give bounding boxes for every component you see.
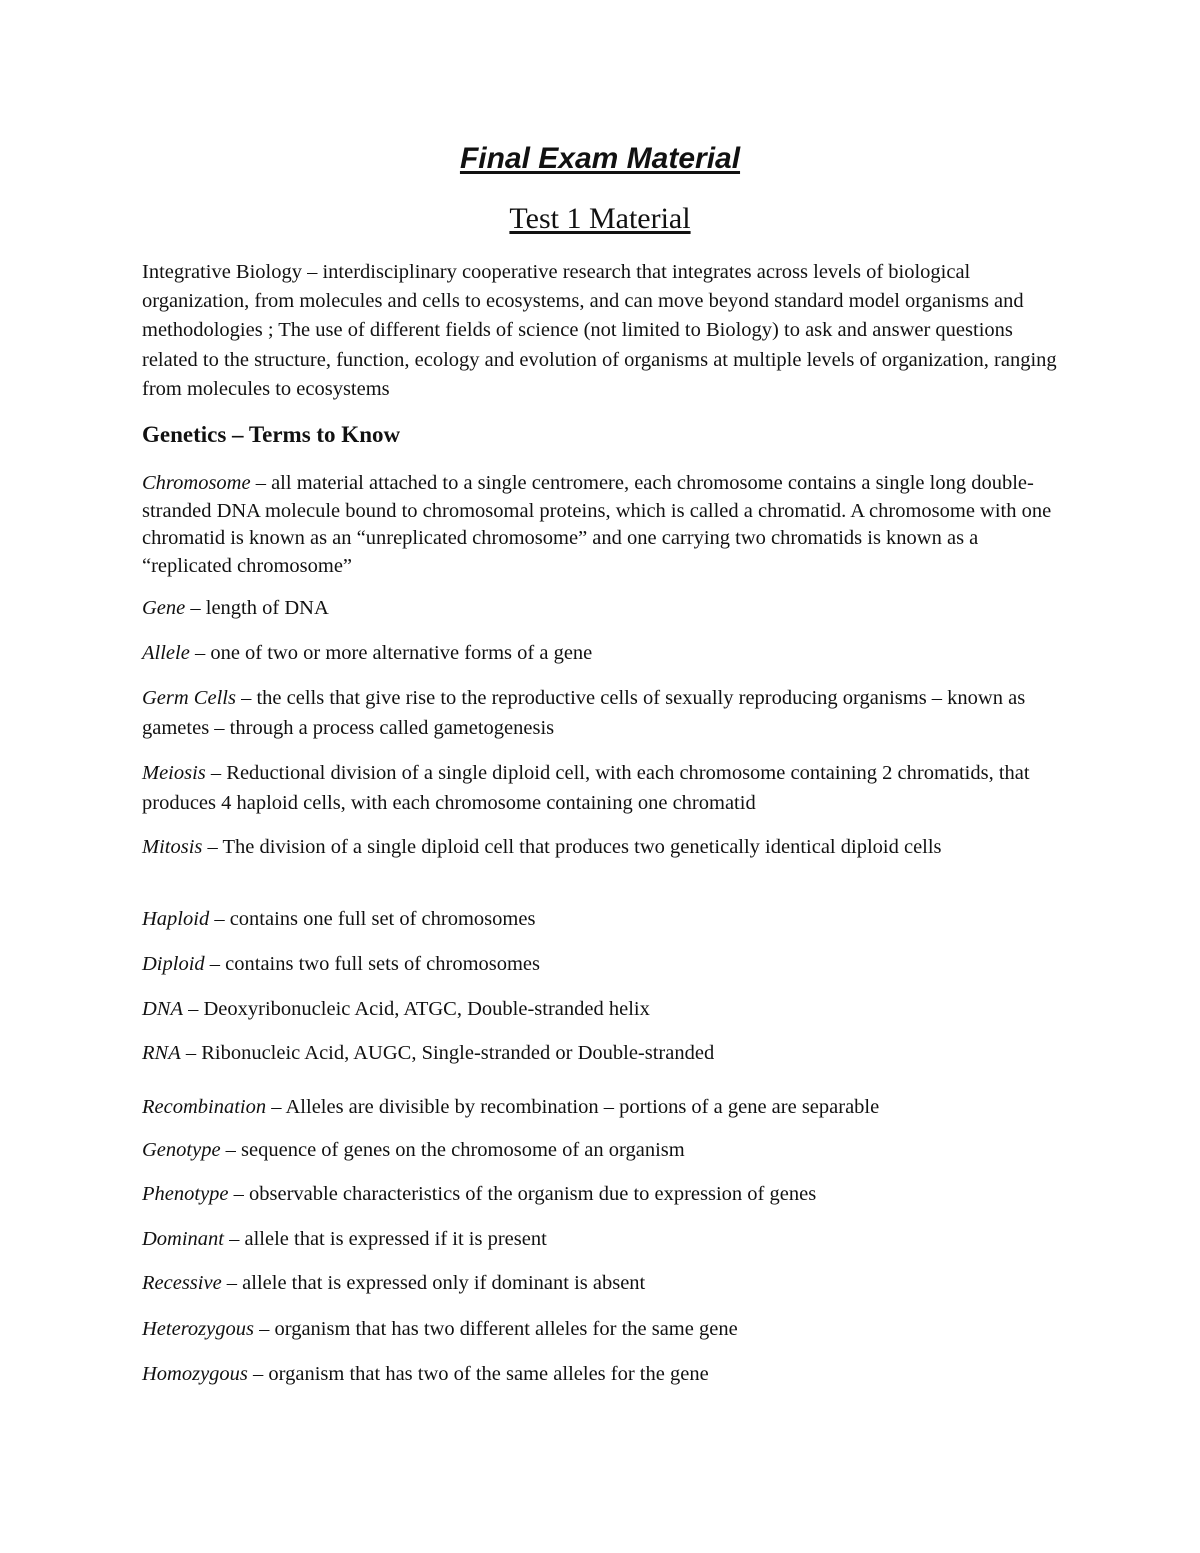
term-heterozygous: [142, 1316, 1062, 1344]
genetics-subheading: Genetics – Terms to Know: [142, 422, 401, 447]
term-definition: – the cells that give rise to the reproductive cells of sexually reproducing organisms – known as gametes – through a process called gametogenesis: [142, 687, 1026, 739]
term-definition: – contains two full sets of chromosomes: [204, 953, 541, 975]
section-title: Test 1 Material: [509, 202, 691, 235]
term-diploid: [142, 951, 1062, 979]
intro-paragraph: Integrative Biology – interdisciplinary cooperative research that integrates across levels of biological organization, from molecules and cells to ecosystems, and can move beyond standard model organisms and methodologies ; The use of different fields of science (not limited to Biology) to ask and answer questions related to the structure, function, ecology and evolution of organisms at multiple levels of organization, ranging from molecules to ecosystems: [142, 261, 1057, 400]
document-title: Final Exam Material: [459, 142, 741, 175]
term-name: Diploid: [142, 953, 205, 975]
term-name: Genotype: [142, 1139, 221, 1161]
term-recombination: [142, 1094, 1062, 1122]
term-name: Recessive: [142, 1272, 222, 1294]
term-definition: – allele that is expressed only if dominant is absent: [221, 1272, 646, 1294]
term-allele: [142, 640, 1062, 668]
term-chromosome: [142, 470, 1062, 580]
term-definition: – allele that is expressed if it is present: [224, 1228, 547, 1250]
term-name: Allele: [142, 642, 190, 664]
term-phenotype: [142, 1181, 1062, 1209]
term-name: Recombination: [142, 1096, 267, 1118]
term-name: Mitosis: [142, 836, 203, 858]
term-definition: – observable characteristics of the organism due to expression of genes: [228, 1183, 817, 1205]
term-mitosis: [142, 832, 1062, 862]
term-recessive: [142, 1270, 1062, 1298]
term-definition: – all material attached to a single centromere, each chromosome contains a single long double-stranded DNA molecule bound to chromosomal proteins, which is called a chromatid. A chromosome with one chromatid is known as an “unreplicated chromosome” and one carrying two chromatids is known as a “replicated chromosome”: [142, 472, 1052, 577]
term-gene: [142, 595, 1062, 623]
term-definition: – organism that has two of the same alleles for the gene: [247, 1363, 709, 1385]
term-definition: – organism that has two different alleles for the same gene: [253, 1318, 738, 1340]
term-dna: [142, 996, 1062, 1024]
term-name: Phenotype: [142, 1183, 229, 1205]
term-name: Dominant: [142, 1228, 224, 1250]
term-name: Meiosis: [142, 762, 206, 784]
term-name: RNA: [142, 1042, 181, 1064]
term-name: DNA: [142, 998, 183, 1020]
term-name: Germ Cells: [142, 687, 236, 709]
term-dominant: [142, 1226, 1062, 1254]
term-germ-cells: [142, 683, 1062, 743]
term-name: Haploid: [142, 908, 210, 930]
term-definition: – The division of a single diploid cell that produces two genetically identical diploid cells: [202, 836, 942, 858]
term-definition: – length of DNA: [185, 597, 329, 619]
term-definition: – Alleles are divisible by recombination – portions of a gene are separable: [266, 1096, 880, 1118]
term-name: Heterozygous: [142, 1318, 254, 1340]
term-definition: – sequence of genes on the chromosome of an organism: [220, 1139, 685, 1161]
term-haploid: [142, 906, 1062, 934]
term-definition: – Ribonucleic Acid, AUGC, Single-stranded or Double-stranded: [180, 1042, 715, 1064]
term-definition: – one of two or more alternative forms of a gene: [189, 642, 593, 664]
term-name: Homozygous: [142, 1363, 248, 1385]
term-definition: – Deoxyribonucleic Acid, ATGC, Double-stranded helix: [183, 998, 650, 1020]
term-definition: – contains one full set of chromosomes: [209, 908, 536, 930]
term-rna: [142, 1040, 1062, 1068]
term-homozygous: [142, 1361, 1062, 1389]
term-name: Gene: [142, 597, 186, 619]
term-genotype: [142, 1137, 1062, 1165]
term-name: Chromosome: [142, 472, 251, 494]
term-meiosis: [142, 758, 1062, 818]
term-definition: – Reductional division of a single diploid cell, with each chromosome containing 2 chromatids, that produces 4 haploid cells, with each chromosome containing one chromatid: [142, 762, 1030, 814]
